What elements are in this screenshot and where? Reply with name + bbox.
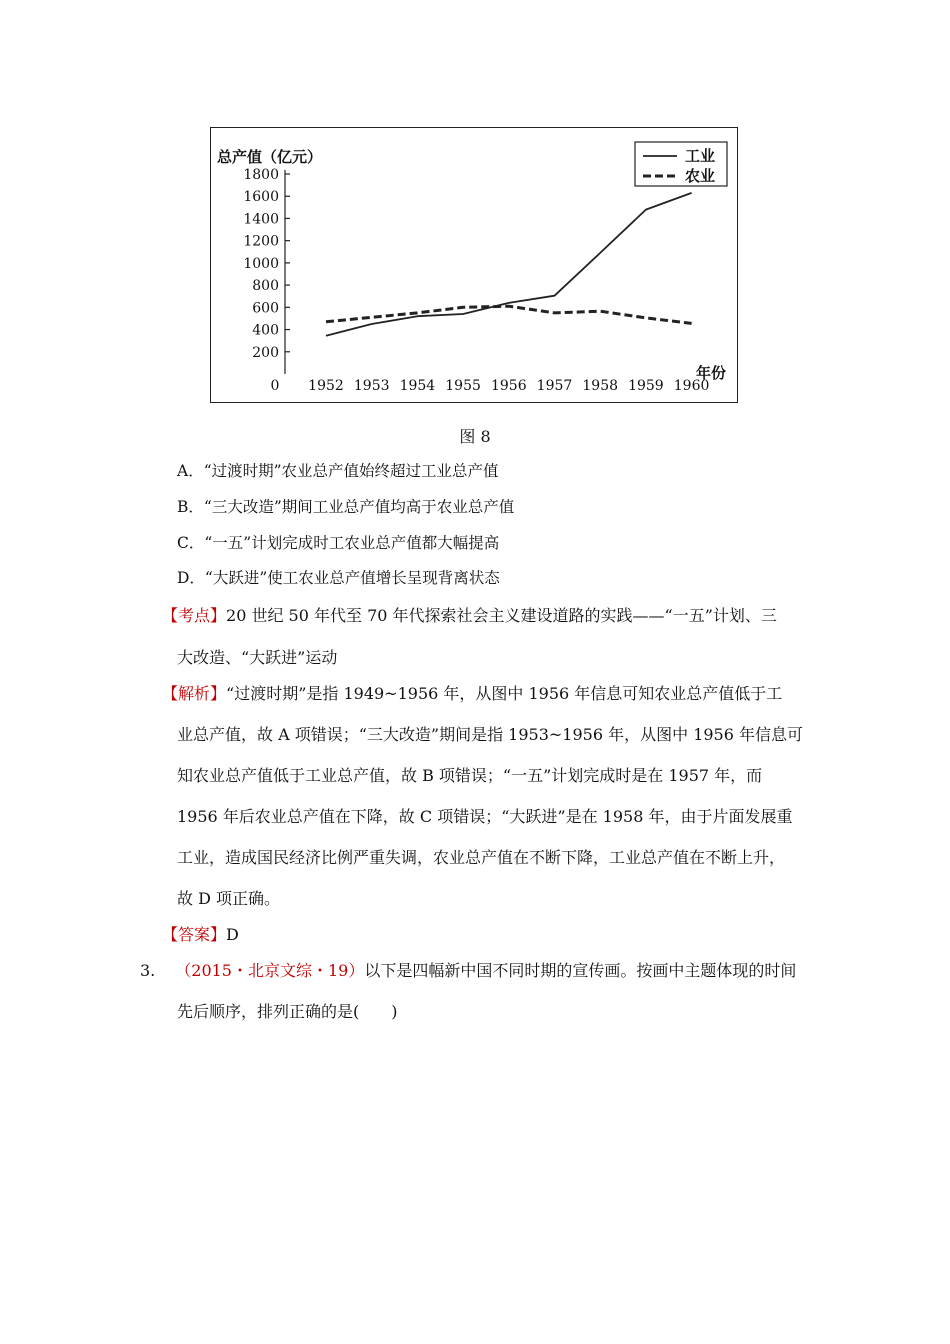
answer-value: D (226, 925, 239, 944)
x-tick-label: 1954 (399, 378, 436, 394)
jiexi-text-1: “过渡时期”是指 1949~1956 年，从图中 1956 年信息可知农业总产值低于工 (226, 684, 783, 703)
y-tick-label: 800 (252, 278, 279, 295)
kaodian-line-2: 大改造、“大跃进”运动 (177, 648, 338, 667)
y-axis-title: 总产值（亿元） (217, 148, 323, 166)
y-tick-label: 1000 (243, 255, 279, 272)
question-text-1: 以下是四幅新中国不同时期的宣传画。按画中主题体现的时间 (364, 961, 797, 980)
answer-tag: 【答案】 (162, 925, 227, 944)
x-tick-label: 1957 (536, 378, 573, 394)
x-tick-label: 1953 (353, 378, 390, 394)
option-a: A．“过渡时期”农业总产值始终超过工业总产值 (177, 462, 499, 480)
x-tick-label: 1952 (308, 378, 344, 394)
x-tick-label: 1955 (445, 378, 481, 394)
y-tick-label: 400 (252, 322, 279, 339)
jiexi-line-4: 1956 年后农业总产值在下降，故 C 项错误；“大跃进”是在 1958 年，由于片面发展重 (177, 807, 793, 826)
y-tick-label: 1800 (243, 167, 279, 183)
option-c: C．“一五”计划完成时工农业总产值都大幅提高 (177, 534, 500, 552)
legend-label-1: 工业 (685, 147, 716, 165)
x-tick-label: 1958 (582, 378, 619, 394)
jiexi-tag: 【解析】 (162, 684, 227, 703)
series-line-1 (326, 193, 692, 336)
y-tick-label: 1200 (243, 233, 279, 250)
option-b: B．“三大改造”期间工业总产值均高于农业总产值 (177, 498, 515, 516)
jiexi-line-1 (162, 681, 782, 704)
answer-line (162, 922, 239, 945)
jiexi-line-3: 知农业总产值低于工业总产值，故 B 项错误；“一五”计划完成时是在 1957 年，而 (177, 766, 763, 785)
kaodian-line-1 (162, 603, 777, 626)
x-tick-label: 1959 (628, 378, 664, 394)
x-tick-label: 1956 (490, 378, 527, 394)
series-line-2 (326, 306, 692, 323)
question-3-line-2: 先后顺序，排列正确的是( ) (177, 1002, 398, 1021)
legend-label-2: 农业 (685, 167, 716, 185)
question-number: 3. (140, 961, 156, 980)
y-tick-label: 200 (252, 344, 279, 361)
option-d: D．“大跃进”使工农业总产值增长呈现背离状态 (177, 569, 500, 587)
question-3-line-1 (140, 958, 796, 981)
question-source: （2015・北京文综・19） (175, 961, 365, 980)
jiexi-line-6: 故 D 项正确。 (177, 889, 281, 908)
chart-svg (211, 128, 739, 404)
kaodian-text-1: 20 世纪 50 年代至 70 年代探索社会主义建设道路的实践——“一五”计划、三 (226, 606, 777, 625)
line-chart (210, 127, 738, 403)
y-tick-label: 600 (252, 300, 279, 317)
figure-caption: 图 8 (459, 427, 491, 446)
kaodian-tag: 【考点】 (162, 606, 227, 625)
jiexi-line-2: 业总产值，故 A 项错误；“三大改造”期间是指 1953~1956 年，从图中 1956 年信息可 (177, 725, 803, 744)
jiexi-line-5: 工业，造成国民经济比例严重失调，农业总产值在不断下降，工业总产值在不断上升， (177, 848, 786, 867)
x-tick-label: 1960 (673, 378, 710, 394)
y-tick-label: 1400 (243, 211, 279, 228)
x-axis-title: 年份 (696, 364, 727, 382)
origin-label: 0 (270, 378, 280, 394)
y-tick-label: 1600 (243, 189, 279, 206)
